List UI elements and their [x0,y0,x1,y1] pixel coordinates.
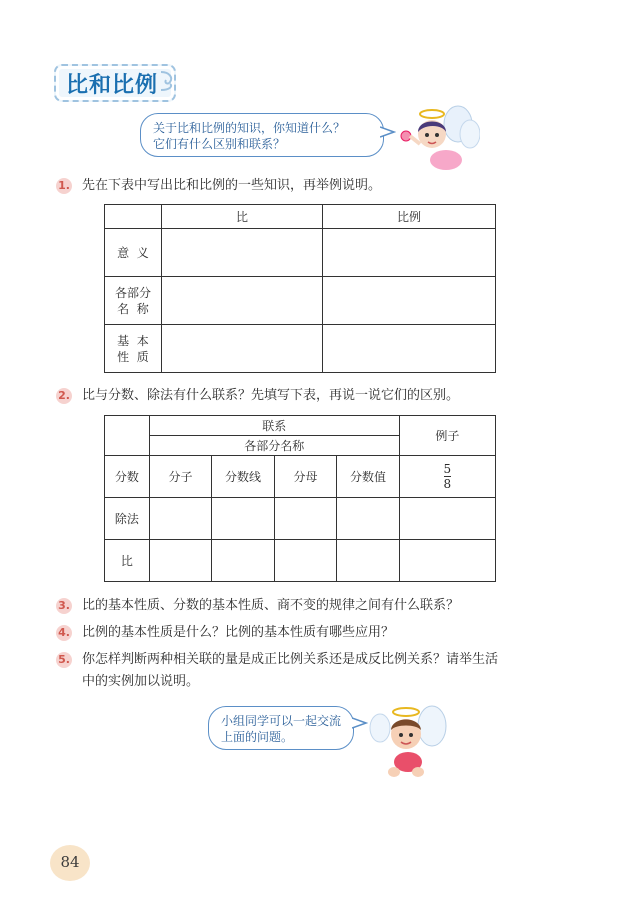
table2-cell[interactable] [337,498,400,540]
table1-header-ratio: 比 [162,205,323,229]
table2-header-parts: 各部分名称 [149,436,399,456]
fraction-numerator: 5 [443,461,452,476]
bubble-top-line-1: 关于比和比例的知识，你知道什么？ [153,121,346,135]
question-3-text: 比的基本性质、分数的基本性质、商不变的规律之间有什么联系？ [82,598,460,613]
angel-boy-illustration-icon [366,700,448,780]
table1-row-label-line2: 性 质 [117,349,149,364]
table1-header-proportion: 比例 [323,205,496,229]
bubble-bottom-line-2: 上面的问题。 [221,730,294,744]
question-4-text: 比例的基本性质是什么？比例的基本性质有哪些应用？ [82,625,395,640]
speech-bubble-bottom [208,706,354,750]
table2-row-label-fraction: 分数 [105,456,150,498]
table2-cell[interactable] [274,540,337,582]
question-2-number: 2. [56,388,72,404]
question-4-number: 4. [56,625,72,641]
table2-row-label-division: 除法 [105,498,150,540]
table1-cell[interactable] [323,229,496,277]
table2-example-fraction [399,456,495,498]
ratio-proportion-table [104,204,496,373]
question-5-number: 5. [56,652,72,668]
bubble-bottom-line-1: 小组同学可以一起交流 [221,714,342,728]
table1-corner [105,205,162,229]
table1-row-label-line1: 基 本 [117,333,149,348]
table1-row-label [105,325,162,373]
table2-cell[interactable] [337,540,400,582]
table1-cell[interactable] [162,229,323,277]
table1-row-label [105,229,162,277]
table2-cell[interactable] [399,498,495,540]
table1-row-label-line2: 名 称 [117,301,149,316]
table2-header-relation: 联系 [149,416,399,436]
table2-header-example: 例子 [399,416,495,456]
fraction-division-ratio-table [104,415,496,582]
table1-row-label-line1: 意 义 [117,245,149,260]
angel-girl-illustration-icon [396,104,480,176]
section-title: 比和比例 [66,73,159,98]
table2-cell[interactable] [212,498,275,540]
table1-cell[interactable] [162,277,323,325]
table2-cell-numerator: 分子 [149,456,212,498]
bubble-tail [380,125,396,139]
table1-cell[interactable] [162,325,323,373]
question-1-number: 1. [56,178,72,194]
bubble-top-line-2: 它们有什么区别和联系？ [153,137,286,151]
question-2-text: 比与分数、除法有什么联系？先填写下表，再说一说它们的区别。 [82,388,460,403]
question-5-text-line-1: 你怎样判断两种相关联的量是成正比例关系还是成反比例关系？请举生活 [82,652,499,667]
table2-cell[interactable] [274,498,337,540]
table2-cell[interactable] [399,540,495,582]
question-3-number: 3. [56,598,72,614]
table2-cell[interactable] [149,498,212,540]
fraction-example [444,463,452,490]
table2-cell-fraction-value: 分数值 [337,456,400,498]
question-5-text-line-2: 中的实例加以说明。 [82,674,200,689]
table2-cell-denominator: 分母 [274,456,337,498]
scroll-curl-icon [158,70,176,92]
table1-cell[interactable] [323,277,496,325]
fraction-denominator: 8 [443,476,452,491]
table2-cell-fraction-bar: 分数线 [212,456,275,498]
speech-bubble-top [140,113,384,157]
table1-cell[interactable] [323,325,496,373]
table1-row-label [105,277,162,325]
table2-row-label-ratio: 比 [105,540,150,582]
table2-cell[interactable] [149,540,212,582]
table2-corner [105,416,150,456]
table1-row-label-line1: 各部分 [114,285,151,300]
table2-cell[interactable] [212,540,275,582]
page-number: 84 [60,853,80,871]
question-1-text: 先在下表中写出比和比例的一些知识，再举例说明。 [82,178,382,193]
